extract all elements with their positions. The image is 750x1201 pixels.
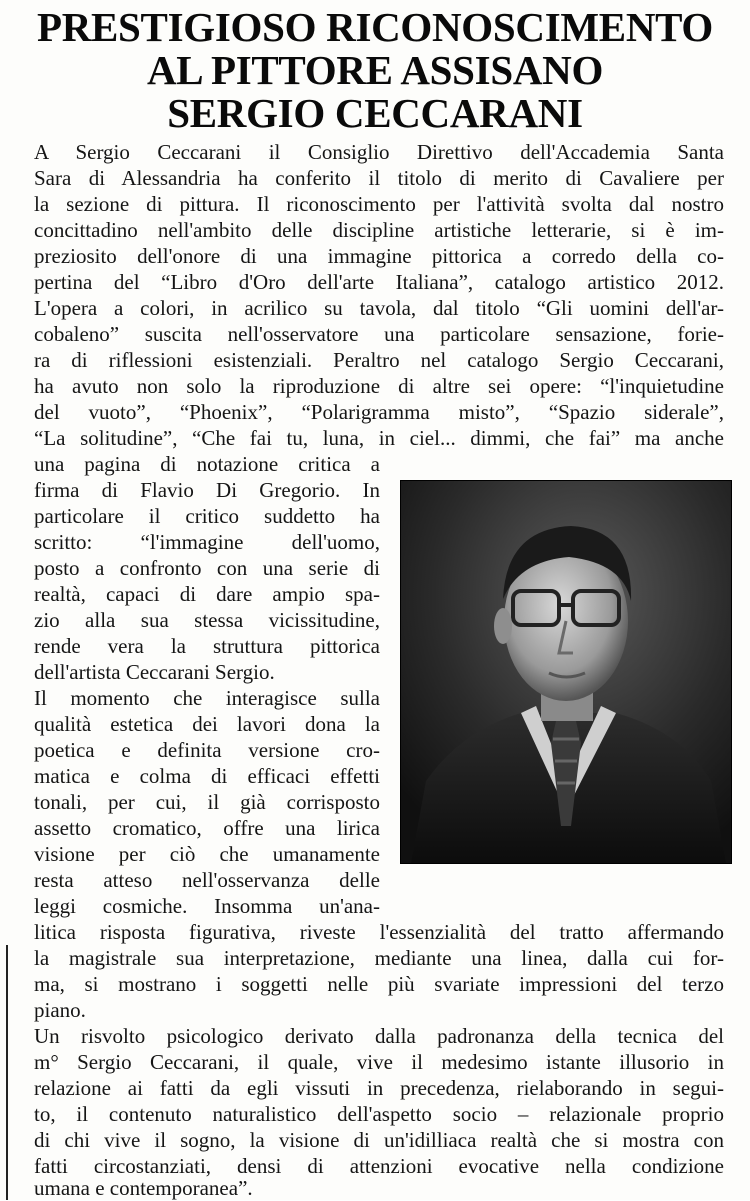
body-line: concittadino nell'ambito delle discipline artistiche letterarie, si è im- [34,218,724,242]
body-line: una pagina di notazione critica a [34,452,380,476]
body-line: ha avuto non solo la riproduzione di altre sei opere: “l'inquietudine [34,374,724,398]
body-line: matica e colma di efficaci effetti [34,764,380,788]
body-line: resta atteso nell'osservanza delle [34,868,380,892]
body-line: assetto cromatico, offre una lirica [34,816,380,840]
body-line: del vuoto”, “Phoenix”, “Polarigramma misto”, “Spazio siderale”, [34,400,724,424]
body-line: visione per ciò che umanamente [34,842,380,866]
body-line: cobaleno” suscita nell'osservatore una particolare sensazione, forie- [34,322,724,346]
portrait-photo [400,480,732,864]
body-line: ma, si mostrano i soggetti nelle più svariate impressioni del terzo [34,972,724,996]
body-line: posto a confronto con una serie di [34,556,380,580]
body-line: scritto: “l'immagine dell'uomo, [34,530,380,554]
body-line: la magistrale sua interpretazione, mediante una linea, dalla cui for- [34,946,724,970]
scan-edge-line [0,945,8,1200]
article-headline [20,6,730,135]
body-line: rende vera la struttura pittorica [34,634,380,658]
body-line: di chi vive il sogno, la visione di un'idilliaca realtà che si mostra con [34,1128,724,1152]
body-line: litica risposta figurativa, riveste l'essenzialità del tratto affermando [34,920,724,944]
body-line: firma di Flavio Di Gregorio. In [34,478,380,502]
body-line: pertina del “Libro d'Oro dell'arte Italiana”, catalogo artistico 2012. [34,270,724,294]
body-line: umana e contemporanea”. [34,1176,253,1200]
body-line: tonali, per cui, il già corrisposto [34,790,380,814]
body-line: poetica e definita versione cro- [34,738,380,762]
body-line: Sara di Alessandria ha conferito il titolo di merito di Cavaliere per [34,166,724,190]
body-line: Un risvolto psicologico derivato dalla padronanza della tecnica del [34,1024,724,1048]
body-line: leggi cosmiche. Insomma un'ana- [34,894,380,918]
body-line: A Sergio Ceccarani il Consiglio Direttivo dell'Accademia Santa [34,140,724,164]
body-line: “La solitudine”, “Che fai tu, luna, in ciel... dimmi, che fai” ma anche [34,426,724,450]
body-line: to, il contenuto naturalistico dell'aspetto socio – relazionale proprio [34,1102,724,1126]
headline-line: PRESTIGIOSO RICONOSCIMENTO [36,4,714,50]
body-line: qualità estetica dei lavori dona la [34,712,380,736]
body-line: relazione ai fatti da egli vissuti in precedenza, rielaborando in segui- [34,1076,724,1100]
body-line: m° Sergio Ceccarani, il quale, vive il medesimo istante illusorio in [34,1050,724,1074]
body-line: zio alla sua stessa vicissitudine, [34,608,380,632]
headline-line: SERGIO CECCARANI [167,90,583,136]
body-line: fatti circostanziati, densi di attenzioni evocative nella condizione [34,1154,724,1178]
body-line: dell'artista Ceccarani Sergio. [34,660,275,684]
headline-line: AL PITTORE ASSISANO [146,47,604,93]
body-line: Il momento che interagisce sulla [34,686,380,710]
body-line: realtà, capaci di dare ampio spa- [34,582,380,606]
body-line: piano. [34,998,86,1022]
body-line: particolare il critico suddetto ha [34,504,380,528]
body-line: ra di riflessioni esistenziali. Peraltro nel catalogo Sergio Ceccarani, [34,348,724,372]
body-line: preziosito dell'onore di una immagine pittorica a corredo della co- [34,244,724,268]
body-line: la sezione di pittura. Il riconoscimento per l'attività svolta dal nostro [34,192,724,216]
body-line: L'opera a colori, in acrilico su tavola, dal titolo “Gli uomini dell'ar- [34,296,724,320]
portrait-icon [401,481,731,863]
